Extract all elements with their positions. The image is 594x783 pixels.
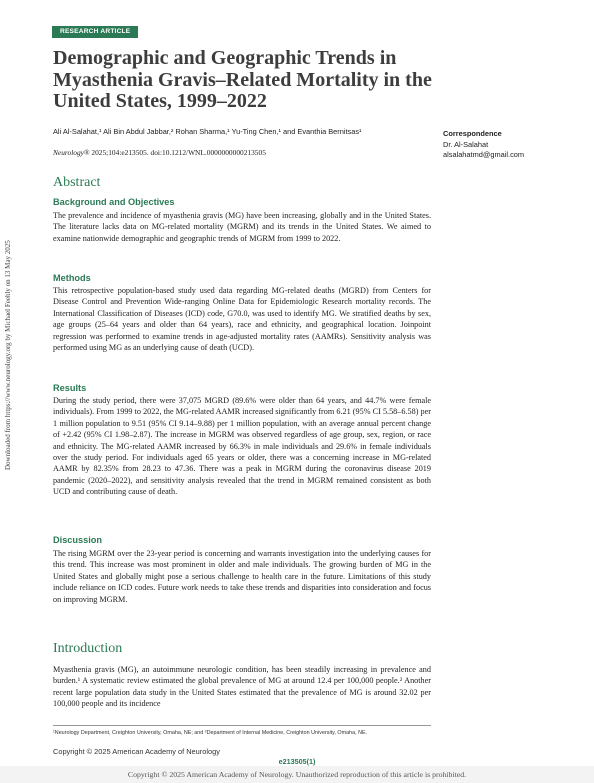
footnote-divider — [53, 725, 431, 726]
background-text: The prevalence and incidence of myasthenia gravis (MG) have been increasing, globally and in the United States. The literature lacks data on MG-related mortality (MGRM) and its trends in the United States. We aimed to examine nationwide demographic and geographic trends of MGRM from 1999 to 2022. — [53, 211, 431, 243]
background-heading: Background and Objectives — [53, 197, 175, 207]
correspondence-heading: Correspondence — [443, 129, 502, 138]
article-type-badge: RESEARCH ARTICLE — [52, 26, 138, 38]
discussion-text: The rising MGRM over the 23-year period is concerning and warrants investigation into the underlying causes for this trend. This increase was most prominent in older and male individuals. The growing burden of MG in the United States and globally might pose a serious challenge to health care in the future. Limitations of this study include reliance on ICD codes. Future work needs to take these trends and disparities into consideration and focus on improving MGRM. — [53, 549, 431, 604]
citation-details: 2025;104:e213505. doi:10.1212/WNL.0000000000213505 — [89, 148, 266, 157]
discussion-heading: Discussion — [53, 535, 103, 545]
citation-line — [53, 148, 433, 157]
methods-heading: Methods — [53, 273, 91, 283]
journal-name: Neurology® — [53, 148, 90, 157]
methods-text: This retrospective population-based study used data regarding MG-related deaths (MGRD) from Centers for Disease Control and Prevention Wide-ranging Online Data for Epidemiologic Research mortality records. The International Classification of Diseases (ICD) code, G70.0, was used to identify MG. We stratified deaths by sex, age groups (25–64 years and older than 64 years), race and ethnicity, and geographical location. Joinpoint regression was performed to examine trends in age-adjusted mortality rates (AAMRs). Sensitivity analysis was performed using MG as an underlying cause of death (UCD). — [53, 286, 431, 353]
author-list: Ali Al-Salahat,¹ Ali Bin Abdul Jabbar,² Rohan Sharma,¹ Yu-Ting Chen,¹ and Evanthia Bernitsas¹ — [53, 127, 362, 136]
introduction-text: Myasthenia gravis (MG), an autoimmune neurologic condition, has been steadily increasing in prevalence and burden.¹ A systematic review estimated the global prevalence of MG at around 12.4 per 100,000 people.² Another recent large population data study in the United States estimated that the prevalence of MG is around 32.02 per 100,000 people and its incidence — [53, 665, 431, 709]
results-text: During the study period, there were 37,075 MGRD (89.6% were older than 64 years, and 44.7% were female individuals). From 1999 to 2022, the MG-related AAMR increased significantly from 6.21 (95% CI 5.58–6.58) per 1 million population to 9.51 (95% CI 9.14–9.88) per 1 million population, with an average annual percent change of +2.42 (95% CI 1.98–2.87). The increase in MGRM was observed regardless of age group, sex, region, or race and ethnicity. The MG-related AAMR increased by 66.3% in male individuals and 29.6% in female individuals over the study period. For individuals aged 65 years or older, there was a concerning increase in MG-related AAMR by 82.35% from 28.23 to 47.36. There was a peak in MGRM during the coronavirus disease 2019 pandemic (2020–2022), and sensitivity analysis revealed that the trend in MGRM remained consistent as both UCD and contributing cause of death. — [53, 396, 431, 497]
correspondence-block — [443, 129, 583, 161]
results-heading: Results — [53, 383, 87, 393]
article-title: Demographic and Geographic Trends in Myasthenia Gravis–Related Mortality in the United States, 1999–2022 — [53, 47, 432, 112]
page-number: e213505(1) — [278, 757, 316, 766]
abstract-heading: Abstract — [53, 175, 101, 190]
copyright-line: Copyright © 2025 American Academy of Neurology — [53, 747, 220, 756]
download-side-note: Downloaded from https://www.neurology.org by Michael Feehly on 13 May 2025 — [4, 240, 12, 470]
affiliation-footnote: ¹Neurology Department, Creighton University, Omaha, NE; and ²Department of Internal Medicine, Creighton University, Omaha, NE. — [53, 730, 368, 736]
bottom-copyright-notice: Copyright © 2025 American Academy of Neurology. Unauthorized reproduction of this article is prohibited. — [127, 770, 467, 779]
correspondence-email[interactable]: alsalahatmd@gmail.com — [443, 150, 525, 159]
introduction-heading: Introduction — [53, 641, 123, 656]
correspondence-name: Dr. Al-Salahat — [443, 139, 489, 149]
